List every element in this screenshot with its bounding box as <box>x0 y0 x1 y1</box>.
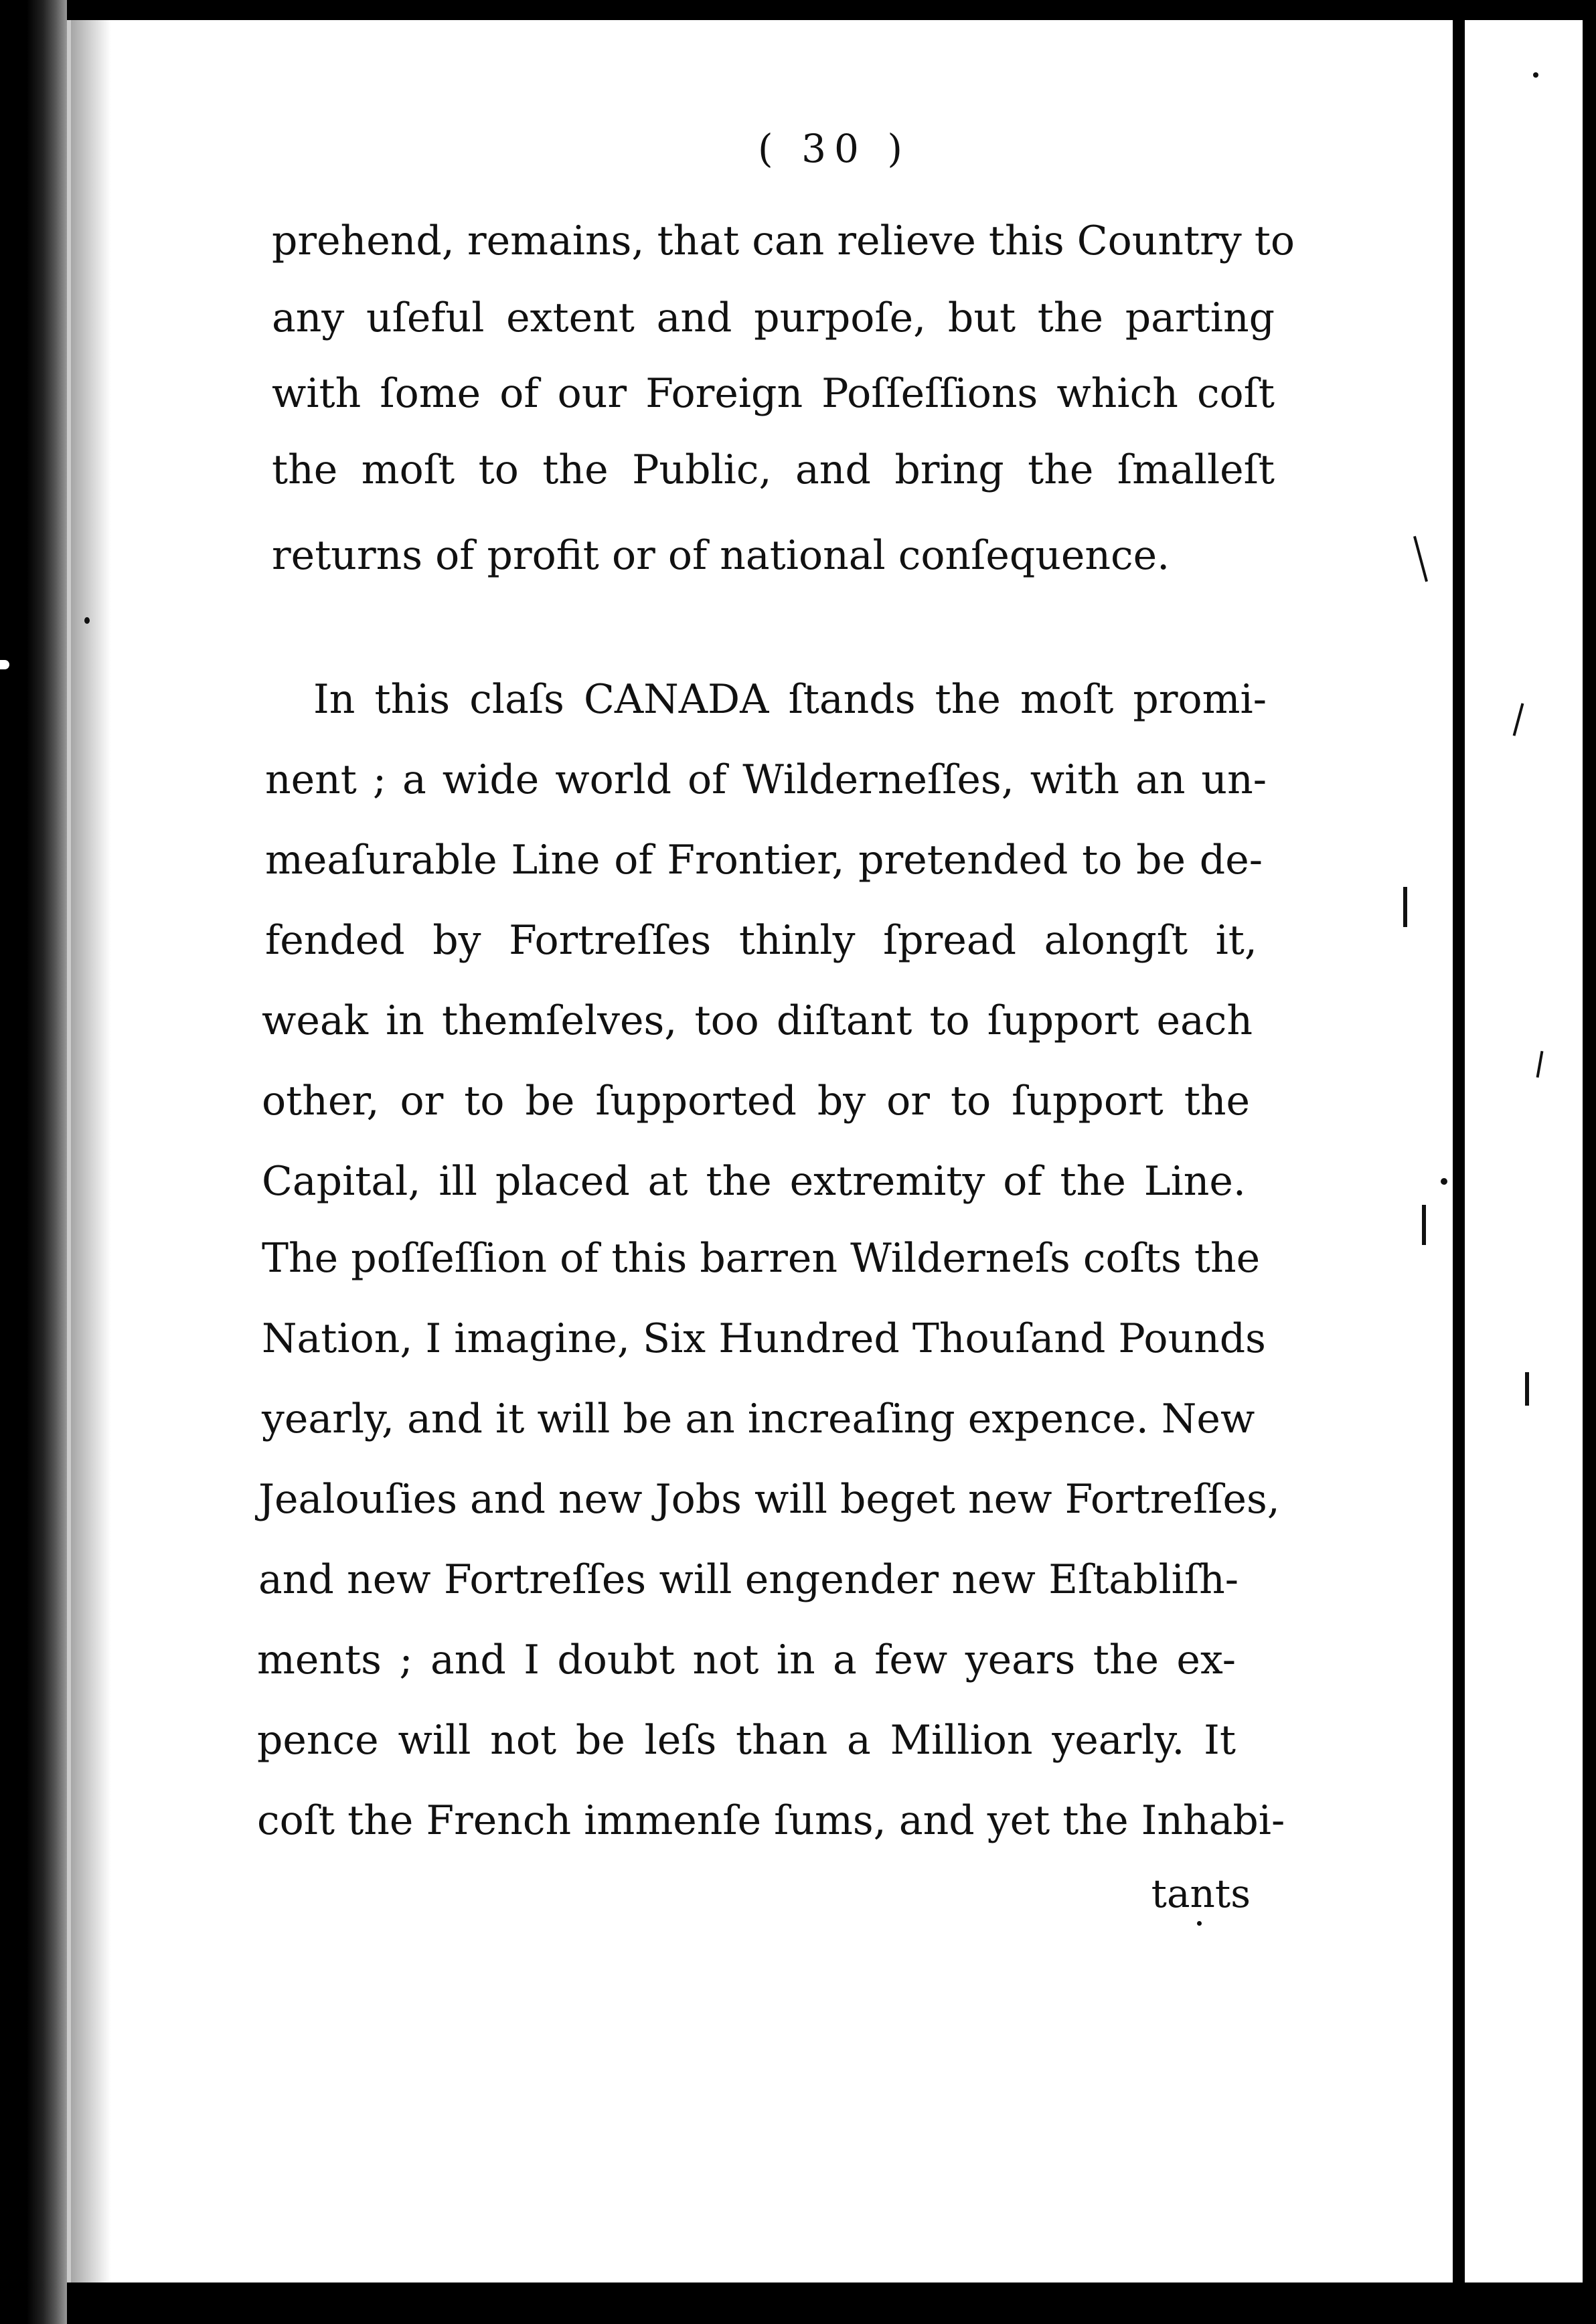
scan-speck <box>0 660 9 669</box>
text-line: yearly, and it will be an increaſing expence. New <box>262 1396 1255 1442</box>
text-line: returns of profit or of national conſequence. <box>272 532 1170 579</box>
text-line: other, or to be ſupported by or to ſupport the <box>262 1078 1250 1125</box>
text-line: nent ; a wide world of Wilderneſſes, with an un- <box>265 756 1267 803</box>
text-line: the moſt to the Public, and bring the ſmalleſt <box>272 446 1275 493</box>
body-text <box>71 20 1457 2282</box>
text-line: The poſſeſſion of this barren Wilderneſs coſts the <box>262 1235 1261 1282</box>
scan-speck <box>1525 1372 1529 1406</box>
text-line: any uſeful extent and purpoſe, but the parting <box>272 295 1275 341</box>
page-divider <box>1453 20 1465 2282</box>
scan-speck <box>1422 1205 1426 1245</box>
page-number: ( 30 ) <box>758 126 910 171</box>
scan-speck <box>1441 1178 1447 1185</box>
text-line: ments ; and I doubt not in a few years the ex- <box>257 1637 1236 1683</box>
text-line: with ſome of our Foreign Poſſeſſions which coſt <box>272 370 1275 417</box>
text-line: weak in themſelves, too diſtant to ſupport each <box>262 997 1253 1044</box>
book-spine-shadow <box>27 0 67 2324</box>
text-line: fended by Fortreſſes thinly ſpread alongſt it, <box>265 917 1257 964</box>
facing-page-edge <box>1465 20 1583 2282</box>
catchword: tants <box>1151 1871 1251 1916</box>
text-line: Capital, ill placed at the extremity of the Line. <box>262 1158 1246 1205</box>
text-line: Nation, I imagine, Six Hundred Thouſand Pounds <box>262 1315 1266 1362</box>
text-line: and new Fortreſſes will engender new Eſtabliſh- <box>258 1556 1239 1603</box>
text-line: Jealouſies and new Jobs will beget new Fortreſſes, <box>258 1476 1280 1523</box>
scan-speck <box>1403 887 1407 927</box>
text-line: pence will not be leſs than a Million yearly. It <box>257 1717 1236 1764</box>
book-page <box>67 20 1457 2282</box>
text-line: meaſurable Line of Frontier, pretended to be de- <box>265 837 1263 884</box>
scan-speck <box>84 617 90 624</box>
text-line: In this claſs CANADA ſtands the moſt promi- <box>313 676 1267 723</box>
text-line: prehend, remains, that can relieve this Country to <box>272 218 1295 264</box>
scan-speck <box>1197 1921 1202 1926</box>
scan-speck <box>1533 72 1538 78</box>
text-line: coſt the French immenſe ſums, and yet the Inhabi- <box>257 1797 1285 1844</box>
